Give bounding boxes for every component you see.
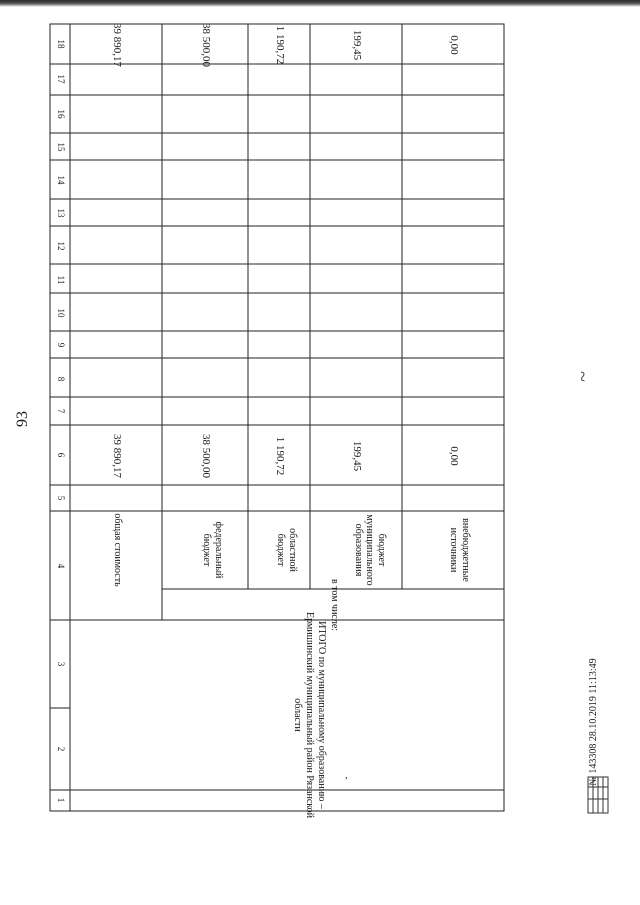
column-number: 13 [56,208,66,218]
stamp-building-icon [586,775,610,815]
row-label-municipal-budget: бюджет муниципального образования [353,514,387,586]
column-number: 18 [56,39,66,49]
column-number: 17 [56,74,66,84]
extrabudgetary-col6: 0,00 [448,446,460,466]
row-label-extrabudgetary: внебюджетные источники [448,518,471,582]
handwritten-mark: ~ [570,371,593,382]
page-number: 93 [14,411,31,427]
extrabudgetary-col18: 0,00 [448,35,460,55]
regional-budget-col6: 1 190,72 [274,436,286,476]
row-label-federal-budget: федеральный бюджет [201,521,224,579]
including-label: в том числе: [329,578,340,632]
column-number: 5 [56,495,66,501]
registration-stamp-text: № 143308 28.10.2019 11:13:49 [588,658,599,786]
column-number: 4 [56,563,66,569]
column-number: 9 [56,342,66,348]
column-number: 10 [56,308,66,318]
column-number: 11 [56,275,66,285]
total-label: ИТОГО по муниципальному образованию – Ермишинский муниципальный район Рязанской области [292,612,327,818]
column-number: 12 [56,241,66,251]
municipal-budget-col18: 199,45 [351,29,363,61]
stray-mark: , [345,770,348,781]
column-number: 2 [56,746,66,752]
federal-budget-col18: 38 500,00 [200,23,212,67]
column-number: 1 [56,797,66,803]
row-label-total-cost: общая стоимость [112,513,123,587]
federal-budget-col6: 38 500,00 [200,434,212,478]
column-number: 7 [56,408,66,414]
column-number: 8 [56,376,66,382]
column-number: 16 [56,109,66,119]
column-number: 3 [56,661,66,667]
column-number: 6 [56,452,66,458]
column-number: 14 [56,175,66,185]
municipal-budget-col6: 199,45 [351,440,363,472]
total-cost-col6: 39 890,17 [111,434,123,478]
total-cost-col18: 39 890,17 [111,23,123,67]
row-label-regional-budget: областной бюджет [275,528,298,572]
column-number: 15 [56,142,66,152]
regional-budget-col18: 1 190,72 [274,25,286,65]
